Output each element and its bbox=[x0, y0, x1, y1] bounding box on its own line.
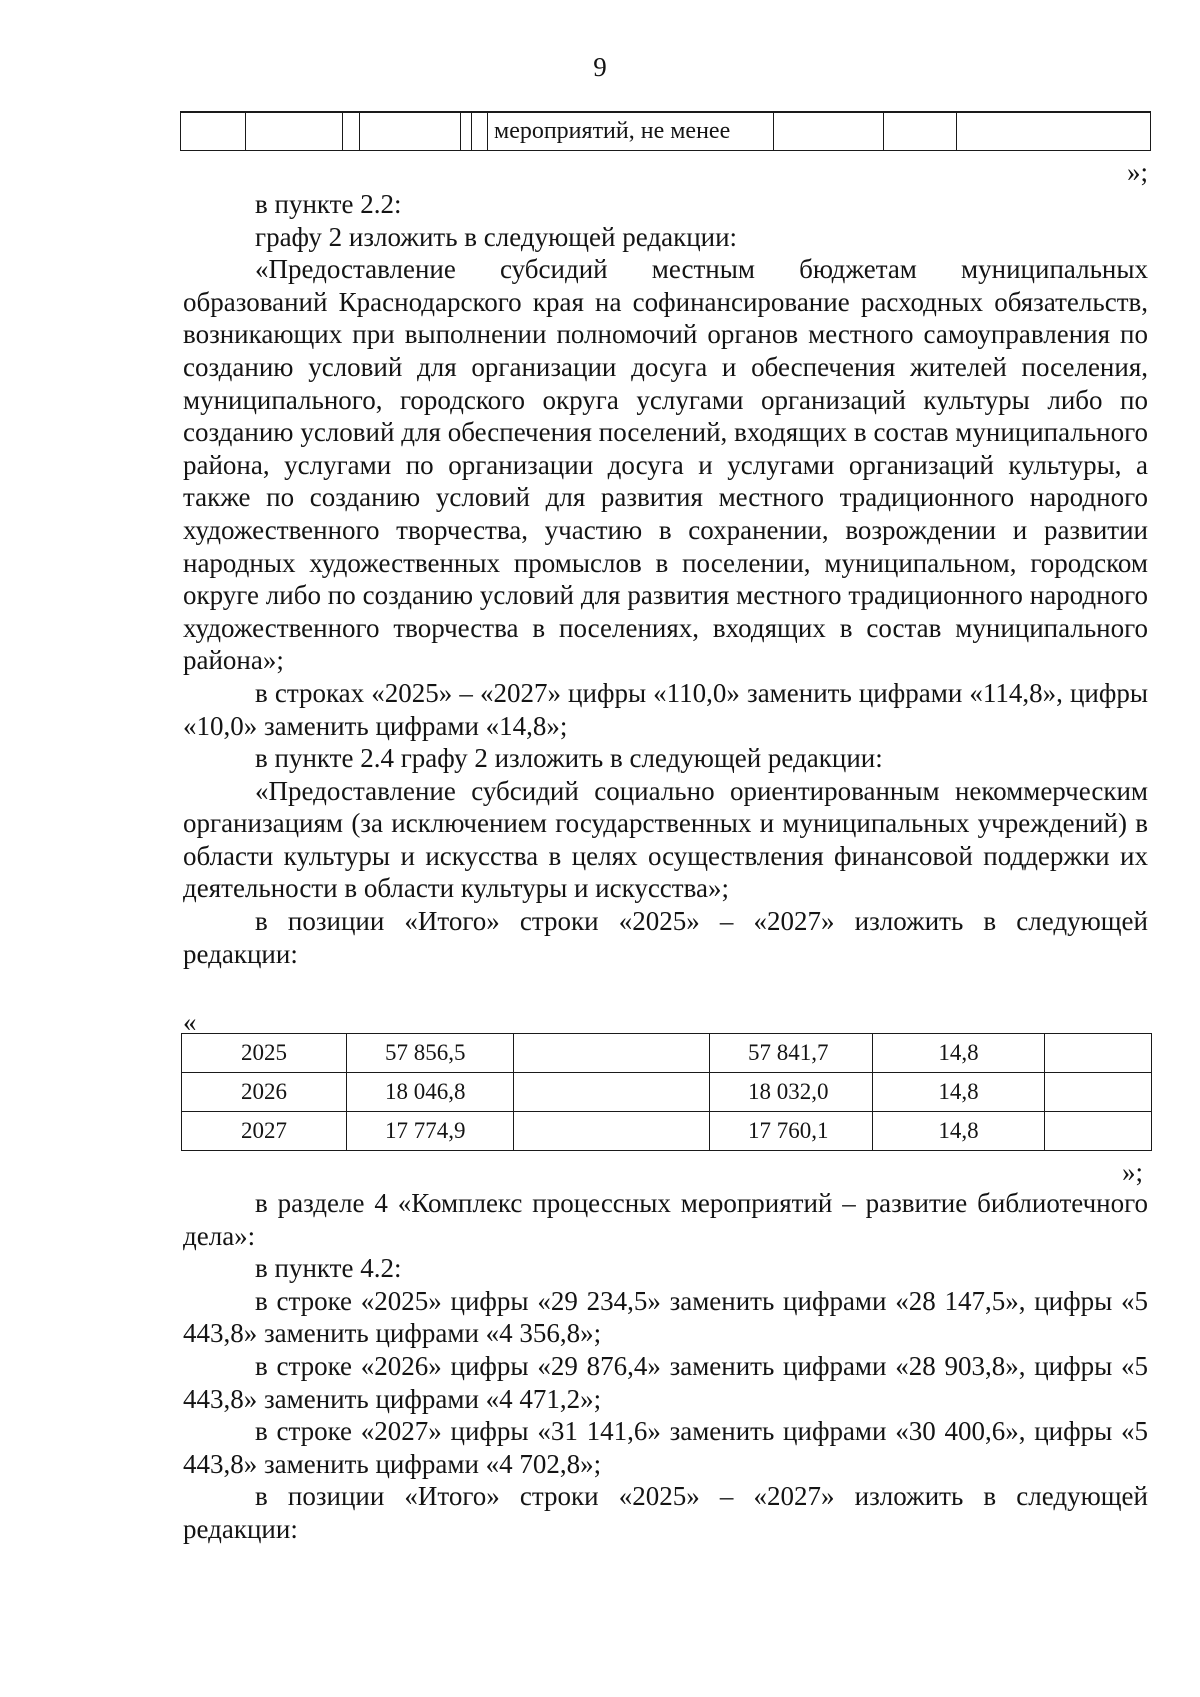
value-cell bbox=[1045, 1034, 1152, 1073]
value-cell: 14,8 bbox=[873, 1034, 1045, 1073]
table-row bbox=[182, 1112, 1152, 1151]
paragraph: в пункте 2.2: bbox=[255, 189, 402, 219]
value-cell: 18 032,0 bbox=[710, 1073, 873, 1112]
closing-quote: »; bbox=[1126, 157, 1148, 187]
paragraph: графу 2 изложить в следующей редакции: bbox=[255, 221, 738, 252]
value-cell bbox=[1045, 1073, 1152, 1112]
value-cell: 17 760,1 bbox=[710, 1112, 873, 1151]
table-row bbox=[182, 1034, 1152, 1073]
opening-quote: « bbox=[183, 1007, 197, 1037]
paragraph: в пункте 2.4 графу 2 изложить в следующей редакции: bbox=[255, 743, 883, 774]
page-number: 9 bbox=[593, 52, 607, 82]
paragraph: «Предоставление субсидий местным бюджетам муниципальных образований Краснодарского края на софинансирование расходных обязательств, возникающих при выполнении полномочий органов местного самоуправления по созданию условий для организации досуга и обеспечения жителей поселения, муниципального, городского округа услугами организаций культуры либо по созданию условий для обеспечения поселений, входящих в состав муниципального района, услугами по организации досуга и услугами организаций культуры, а также по созданию условий для развития местного традиционного народного художественного творчества, участию в сохранении, возрождении и развитии народных художественных промыслов в поселении, муниципальном, городском округе либо по созданию условий для развития местного традиционного народного художественного творчества в поселениях, входящих в состав муниципального района»; bbox=[183, 254, 1148, 676]
value-cell bbox=[514, 1034, 710, 1073]
paragraph: в разделе 4 «Комплекс процессных мероприятий – развитие библиотечного дела»: bbox=[183, 1188, 1148, 1251]
value-cell: 14,8 bbox=[873, 1112, 1045, 1151]
table-cell bbox=[957, 112, 1151, 151]
table-cell bbox=[884, 112, 957, 151]
table-cell bbox=[360, 112, 461, 151]
paragraph: в строках «2025» – «2027» цифры «110,0» заменить цифрами «114,8», цифры «10,0» заменить цифрами «14,8»; bbox=[183, 677, 1148, 741]
year-cell: 2026 bbox=[182, 1073, 347, 1112]
table-cell bbox=[774, 112, 884, 151]
table-cell bbox=[472, 112, 488, 151]
value-cell bbox=[1045, 1112, 1152, 1151]
value-cell bbox=[514, 1073, 710, 1112]
previous-table-fragment bbox=[180, 111, 1151, 151]
paragraph: в строке «2027» цифры «31 141,6» заменить цифрами «30 400,6», цифры «5 443,8» заменить цифрами «4 702,8»; bbox=[183, 1416, 1148, 1479]
value-cell: 57 856,5 bbox=[347, 1034, 514, 1073]
paragraph: в строке «2025» цифры «29 234,5» заменить цифрами «28 147,5», цифры «5 443,8» заменить цифрами «4 356,8»; bbox=[183, 1285, 1148, 1349]
value-cell: 57 841,7 bbox=[710, 1034, 873, 1073]
amendment-text-section-2 bbox=[183, 188, 1148, 970]
value-cell: 14,8 bbox=[873, 1073, 1045, 1112]
closing-quote: »; bbox=[1121, 1157, 1143, 1187]
table-cell bbox=[343, 112, 360, 151]
table-cell bbox=[246, 112, 343, 151]
year-cell: 2025 bbox=[182, 1034, 347, 1073]
table-cell bbox=[181, 112, 246, 151]
table-row bbox=[181, 112, 1151, 151]
amendment-text-section-4 bbox=[183, 1187, 1148, 1546]
value-cell: 18 046,8 bbox=[347, 1073, 514, 1112]
table-row bbox=[182, 1073, 1152, 1112]
value-cell: 17 774,9 bbox=[347, 1112, 514, 1151]
table-cell bbox=[461, 112, 472, 151]
totals-table-body bbox=[182, 1034, 1152, 1151]
paragraph: в строке «2026» цифры «29 876,4» заменить цифрами «28 903,8», цифры «5 443,8» заменить цифрами «4 471,2»; bbox=[183, 1350, 1148, 1414]
year-cell: 2027 bbox=[182, 1112, 347, 1151]
totals-table bbox=[181, 1033, 1152, 1151]
paragraph: в позиции «Итого» строки «2025» – «2027» изложить в следующей редакции: bbox=[183, 906, 1148, 969]
table-cell: мероприятий, не менее bbox=[488, 112, 774, 151]
paragraph: «Предоставление субсидий социально ориентированным некоммерческим организациям (за исключением государственных и муниципальных учреждений) в области культуры и искусства в целях осуществления финансовой поддержки их деятельности в области культуры и искусства»; bbox=[183, 775, 1148, 904]
paragraph: в позиции «Итого» строки «2025» – «2027» изложить в следующей редакции: bbox=[183, 1481, 1148, 1544]
paragraph: в пункте 4.2: bbox=[255, 1253, 402, 1284]
value-cell bbox=[514, 1112, 710, 1151]
